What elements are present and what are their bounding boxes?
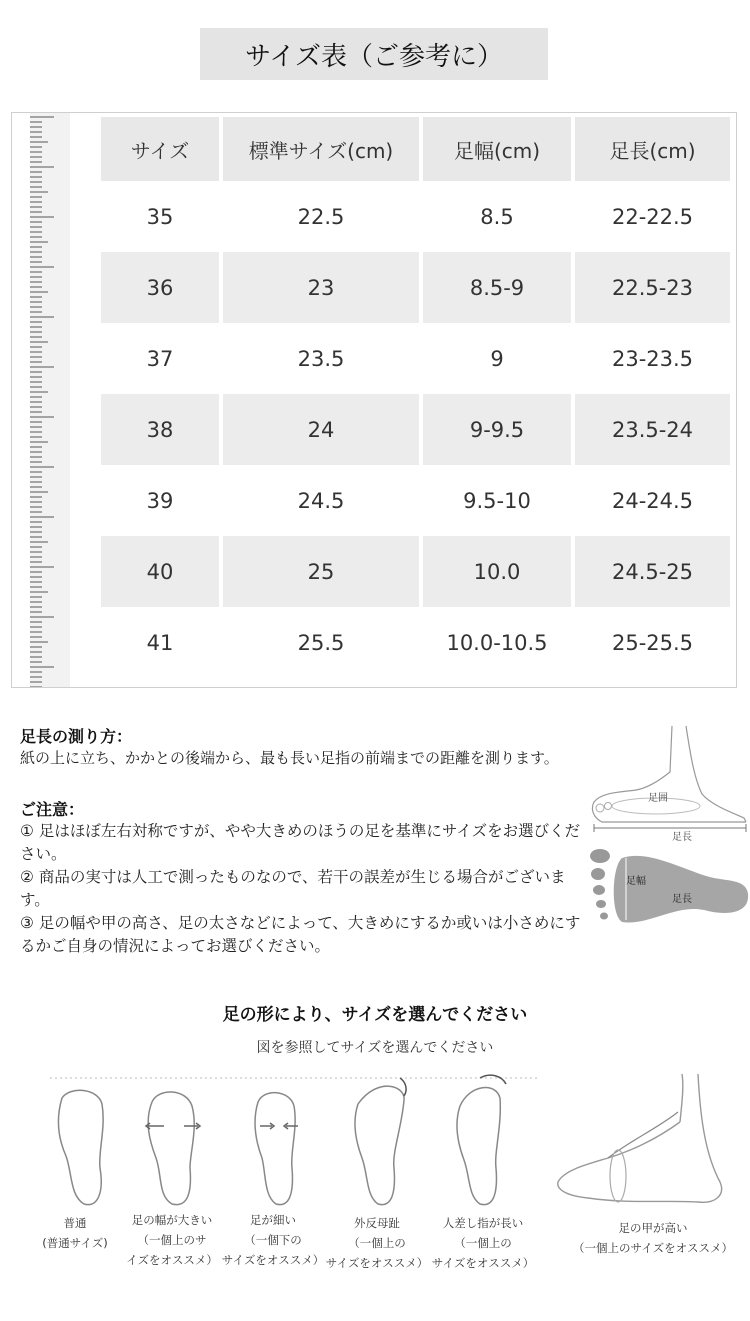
label-girth: 足囲 — [648, 793, 668, 804]
measure-title: 足長の測り方： — [20, 727, 133, 746]
note-item-3: ③ 足の幅や甲の高さ、足の太さなどによって、大きめにするか或いは小さめにするかご自身の情況によってお選びください。 — [20, 914, 581, 955]
cell-standard: 25 — [223, 536, 419, 607]
cell-width: 9 — [490, 346, 504, 371]
cell-standard: 23 — [223, 252, 419, 323]
cell-size: 39 — [146, 488, 174, 513]
header-standard-size: 標準サイズ(cm) — [223, 117, 419, 181]
caption-narrow-line1: 足が細い — [250, 1213, 296, 1227]
cell-size: 35 — [146, 204, 174, 229]
cell-length: 22-22.5 — [611, 204, 694, 229]
foot-bottom-diagram — [586, 844, 750, 934]
table-header-row — [101, 117, 730, 181]
caption-narrow-line3: サイズをオススメ） — [221, 1253, 325, 1267]
header-foot-length: 足長(cm) — [575, 117, 730, 181]
size-table — [97, 117, 734, 678]
foot-narrow-icon — [255, 1093, 298, 1205]
note-item-2: ② 商品の実寸は人工で測ったものなので、若干の誤差が生じる場合がございます。 — [20, 868, 566, 909]
cell-standard: 22.5 — [297, 204, 345, 229]
cell-length: 23-23.5 — [611, 346, 694, 371]
caption-long-toe-line2: （一個上の — [454, 1236, 512, 1250]
ruler-graphic — [30, 113, 70, 687]
page-title: サイズ表（ご参考に） — [245, 41, 503, 72]
foot-side-diagram — [586, 722, 750, 842]
caption-wide — [117, 1210, 227, 1270]
cell-length: 25-25.5 — [611, 630, 694, 655]
cell-standard: 23.5 — [297, 346, 345, 371]
caption-bunion-line1: 外反母趾 — [354, 1216, 400, 1230]
caption-high-instep-line2: （一個上のサイズをオススメ） — [573, 1241, 733, 1255]
foot-shapes-illustration — [40, 1068, 550, 1218]
cell-standard: 24.5 — [297, 488, 345, 513]
foot-normal-icon — [59, 1090, 104, 1204]
foot-shape-subtitle: 図を参照してサイズを選んでください — [256, 1040, 494, 1056]
cell-size: 40 — [101, 536, 219, 607]
high-instep-foot-illustration — [548, 1072, 738, 1222]
cell-width: 10.0 — [423, 536, 571, 607]
foot-shape-title: 足の形により、サイズを選んでください — [222, 1005, 528, 1025]
cell-length: 24-24.5 — [611, 488, 694, 513]
cell-length: 23.5-24 — [575, 394, 730, 465]
caption-narrow — [218, 1210, 328, 1270]
foot-bunion-icon — [355, 1078, 406, 1205]
caption-high-instep — [558, 1218, 748, 1258]
caption-wide-line2: （一個上のサ — [137, 1233, 207, 1247]
cell-size: 37 — [146, 346, 174, 371]
measure-text: 紙の上に立ち、かかとの後端から、最も長い足指の前端までの距離を測ります。 — [20, 749, 559, 767]
note-item-1: ① 足はほぼ左右対称ですが、やや大きめのほうの足を基準にサイズをお選びください。 — [20, 822, 581, 863]
cell-length: 22.5-23 — [575, 252, 730, 323]
caption-bunion — [322, 1213, 432, 1273]
table-row — [101, 465, 730, 536]
cell-size: 41 — [146, 630, 174, 655]
caption-normal — [20, 1213, 130, 1253]
table-row — [101, 181, 730, 252]
cell-standard: 24 — [223, 394, 419, 465]
label-bottom-length: 足長 — [672, 894, 692, 905]
table-row — [101, 252, 730, 323]
cell-width: 8.5 — [480, 204, 514, 229]
table-row — [101, 323, 730, 394]
caption-wide-line1: 足の幅が大きい — [131, 1213, 213, 1227]
label-width: 足幅 — [626, 876, 646, 887]
table-row — [101, 536, 730, 607]
cell-standard: 25.5 — [297, 630, 345, 655]
cell-width: 8.5-9 — [423, 252, 571, 323]
caption-long-toe-line3: サイズをオススメ） — [431, 1256, 535, 1270]
notes-title: ご注意： — [20, 800, 85, 819]
cell-width: 9.5-10 — [463, 488, 531, 513]
cell-length: 24.5-25 — [575, 536, 730, 607]
foot-wide-icon — [146, 1092, 200, 1205]
cell-size: 36 — [101, 252, 219, 323]
caption-wide-line3: イズをオススメ） — [126, 1253, 218, 1267]
caption-bunion-line3: サイズをオススメ） — [325, 1256, 429, 1270]
caption-bunion-line2: （一個上の — [348, 1236, 406, 1250]
table-row — [101, 607, 730, 678]
label-side-length: 足長 — [672, 832, 692, 842]
caption-long-toe — [428, 1213, 538, 1273]
cell-width: 9-9.5 — [423, 394, 571, 465]
caption-narrow-line2: （一個下の — [244, 1233, 302, 1247]
caption-high-instep-line1: 足の甲が高い — [618, 1221, 688, 1235]
caption-normal-line2: (普通サイズ) — [42, 1236, 108, 1250]
table-row — [101, 394, 730, 465]
page-title-box — [200, 28, 548, 80]
header-size: サイズ — [101, 117, 219, 181]
foot-long-toe-icon — [457, 1075, 506, 1205]
cell-size: 38 — [101, 394, 219, 465]
caption-long-toe-line1: 人差し指が長い — [442, 1216, 524, 1230]
caption-normal-line1: 普通 — [63, 1216, 87, 1230]
header-foot-width: 足幅(cm) — [423, 117, 571, 181]
cell-width: 10.0-10.5 — [446, 630, 548, 655]
